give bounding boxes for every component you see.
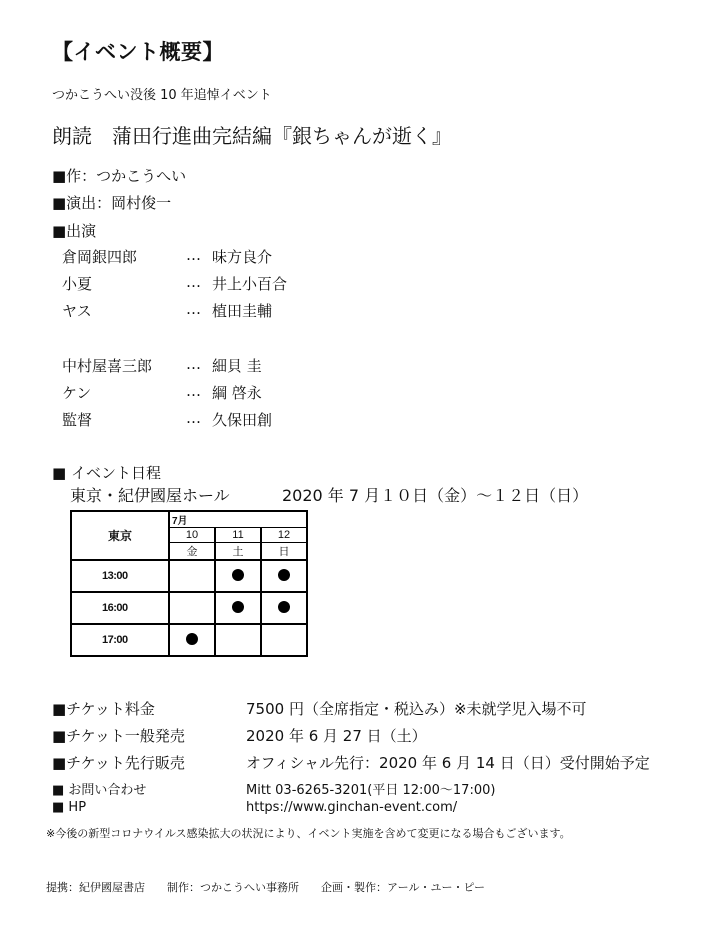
- performance-cell: [215, 624, 261, 656]
- production-credits: 提携：紀伊國屋書店 制作：つかこうへい事務所 企画・製作：アール・ユー・ピー: [46, 881, 486, 894]
- time-cell: 17:00: [71, 624, 169, 656]
- info-value: オフィシャル先行：2020 年 6 月 14 日（日）受付開始予定: [246, 754, 650, 772]
- cast-actor: 細貝 圭: [212, 357, 262, 375]
- cast-role: ケン: [62, 384, 92, 402]
- cast-dots: …: [186, 246, 201, 264]
- section-heading: 【イベント概要】: [52, 40, 224, 64]
- venue-name: 東京・紀伊國屋ホール: [70, 486, 230, 505]
- schedule-row: [71, 624, 307, 656]
- info-label: ■チケット料金: [52, 700, 155, 718]
- info-row: [52, 800, 712, 818]
- schedule-month: 7月: [169, 511, 307, 528]
- cast-row: [0, 355, 720, 375]
- info-label: ■ HP: [52, 800, 87, 815]
- info-value: Mitt 03-6265-3201(平日 12:00～17:00): [246, 783, 496, 798]
- info-row: [52, 725, 712, 745]
- performance-cell: [261, 560, 307, 592]
- weekday-header: 金: [169, 543, 215, 561]
- info-label: ■チケット先行販売: [52, 754, 185, 772]
- schedule-table: [70, 510, 308, 657]
- performance-cell: [261, 592, 307, 624]
- day-header: 12: [261, 528, 307, 543]
- weekday-header: 日: [261, 543, 307, 561]
- performance-dot: [232, 569, 244, 581]
- performance-dot: [278, 569, 290, 581]
- cast-actor: 味方良介: [212, 248, 273, 266]
- cast-dots: …: [186, 409, 201, 427]
- info-value: 7500 円（全席指定・税込み）※未就学児入場不可: [246, 700, 587, 718]
- schedule-row: [71, 592, 307, 624]
- performance-dot: [186, 633, 198, 645]
- cast-actor: 久保田創: [212, 411, 273, 429]
- performance-cell: [169, 592, 215, 624]
- performance-cell: [215, 560, 261, 592]
- cast-row: [0, 382, 720, 402]
- performance-cell: [261, 624, 307, 656]
- schedule-row: [71, 560, 307, 592]
- cast-dots: …: [186, 382, 201, 400]
- performance-dot: [278, 601, 290, 613]
- schedule-heading: ■ イベント日程: [52, 464, 161, 482]
- event-subtitle: つかこうへい没後 10 年追悼イベント: [52, 88, 272, 103]
- cast-role: 小夏: [62, 275, 93, 293]
- performance-dot: [232, 601, 244, 613]
- performance-cell: [215, 592, 261, 624]
- cast-dots: …: [186, 273, 201, 291]
- cast-role: ヤス: [62, 302, 92, 320]
- cast-role: 倉岡銀四郎: [62, 248, 138, 266]
- cast-actor: 井上小百合: [212, 275, 288, 293]
- day-header: 10: [169, 528, 215, 543]
- info-value: 2020 年 6 月 27 日（土）: [246, 727, 427, 745]
- schedule-dates: 2020 年 7 月１０日（金）～１２日（日）: [282, 486, 589, 505]
- director-credit: ■演出：岡村俊一: [52, 194, 172, 212]
- weekday-header: 土: [215, 543, 261, 561]
- performance-cell: [169, 560, 215, 592]
- cast-row: [0, 300, 720, 320]
- day-header: 11: [215, 528, 261, 543]
- cast-role: 中村屋喜三郎: [62, 357, 153, 375]
- hp-link[interactable]: https://www.ginchan-event.com/: [246, 800, 458, 815]
- author-credit: ■作：つかこうへい: [52, 167, 187, 185]
- time-cell: 13:00: [71, 560, 169, 592]
- schedule-corner: 東京: [71, 511, 169, 560]
- time-cell: 16:00: [71, 592, 169, 624]
- info-label: ■ お問い合わせ: [52, 783, 147, 798]
- cast-actor: 綱 啓永: [212, 384, 262, 402]
- cast-dots: …: [186, 355, 201, 373]
- schedule-venue-line: [70, 483, 588, 506]
- covid-notice: ※今後の新型コロナウイルス感染拡大の状況により、イベント実施を含めて変更になる場合もございます。: [46, 827, 571, 840]
- cast-row: [0, 246, 720, 266]
- info-label: ■チケット一般発売: [52, 727, 185, 745]
- performance-cell: [169, 624, 215, 656]
- cast-heading: ■出演: [52, 222, 97, 240]
- cast-actor: 植田圭輔: [212, 302, 273, 320]
- event-title: 朗読 蒲田行進曲完結編『銀ちゃんが逝く』: [52, 124, 452, 148]
- info-row: [52, 779, 712, 797]
- info-row: [52, 752, 712, 772]
- cast-dots: …: [186, 300, 201, 318]
- cast-role: 監督: [62, 411, 93, 429]
- cast-row: [0, 273, 720, 293]
- cast-row: [0, 409, 720, 429]
- info-row: [52, 698, 712, 718]
